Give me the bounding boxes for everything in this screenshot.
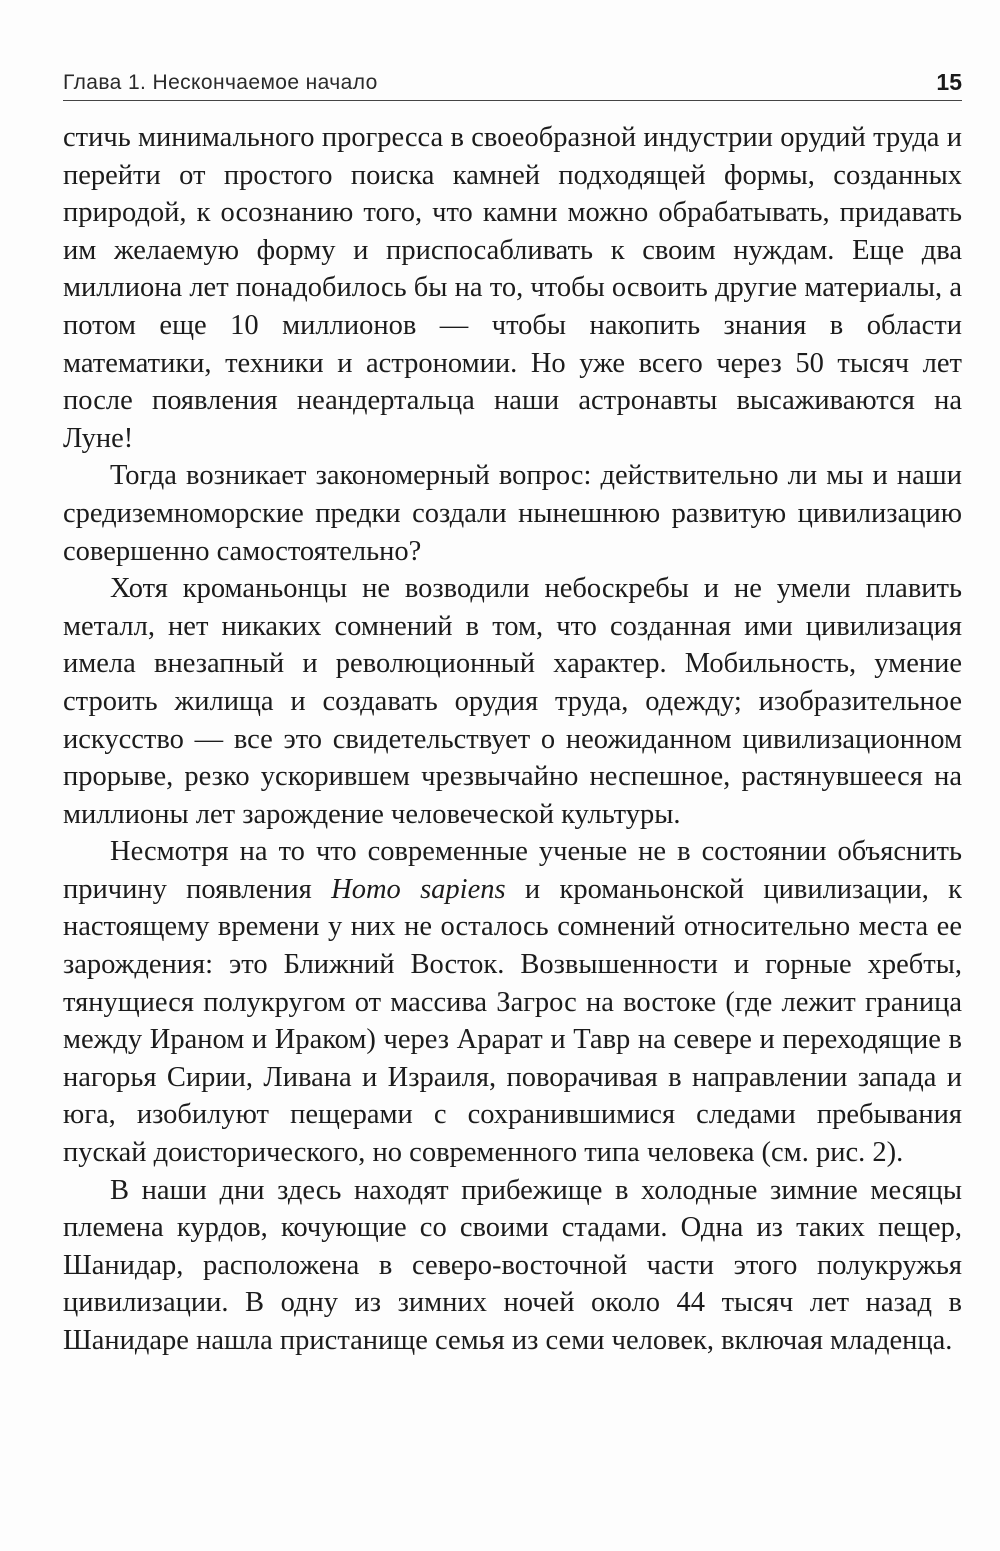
paragraph-near-east-rest: и кроманьонской цивилизации, к настоящему времени у них не осталось сомнений относительно места ее зарождения: это Ближний Восток. Возвышенности и горные хребты, тянущиеся полукругом от массива Загрос на востоке (где лежит граница между Ираном и Ираком) через Арарат и Тавр на севере и переходящие в нагорья Сирии, Ливана и Израиля, поворачивая в направлении запада и юга, изобилуют пещерами с сохранившимися следами пребывания пускай доисторического, но современного типа человека (см. рис. 2). <box>63 873 963 1169</box>
paragraph-shanidar: В наши дни здесь находят прибежище в холодные зимние месяцы племена курдов, кочующие со своими стадами. Одна из таких пещер, Шанидар, расположена в северо-восточной части этого полукружья цивилизации. В одну из зимних ночей около 44 тысяч лет назад в Шанидаре нашла пристанище семья из семи человек, включая младенца. <box>63 1174 962 1356</box>
paragraph-question: Тогда возникает закономерный вопрос: действительно ли мы и наши средиземноморские предки создали нынешнюю развитую цивилизацию совершенно самостоятельно? <box>63 460 962 567</box>
chapter-title: Глава 1. Нескончаемое начало <box>63 71 378 94</box>
paragraph-continued: стичь минимального прогресса в своеобразной индустрии орудий труда и перейти от простого поиска камней подходящей формы, созданных природой, к осознанию того, что камни можно обрабатывать, придавать им желаемую форму и приспосабливать к своим нуждам. Еще два миллиона лет понадобилось бы на то, чтобы освоить другие материалы, а потом еще 10 миллионов — чтобы накопить знания в области математики, техники и астрономии. Но уже всего через 50 тысяч лет после появления неандертальца наши астронавты высаживаются на Луне! <box>63 122 962 454</box>
paragraph-near-east-start: Несмотря на то что современные ученые не в состоянии объяснить причину появления <box>63 836 962 905</box>
paragraph-cro-magnon: Хотя кроманьонцы не возводили небоскребы и не умели плавить металл, нет никаких сомнений в том, что созданная ими цивилизация имела внезапный и революционный характер. Мобильность, умение строить жилища и создавать орудия труда, одежду; изобразительное искусство — все это свидетельствует о неожиданном цивилизационном прорыве, резко ускорившем чрезвычайно неспешное, растянувшееся на миллионы лет зарождение человеческой культуры. <box>63 573 962 830</box>
body-text <box>63 119 962 1360</box>
homo-sapiens-term: Homo sapiens <box>331 873 506 905</box>
page-number: 15 <box>936 69 962 95</box>
running-head <box>63 68 962 101</box>
paragraph-near-east <box>63 833 962 1171</box>
